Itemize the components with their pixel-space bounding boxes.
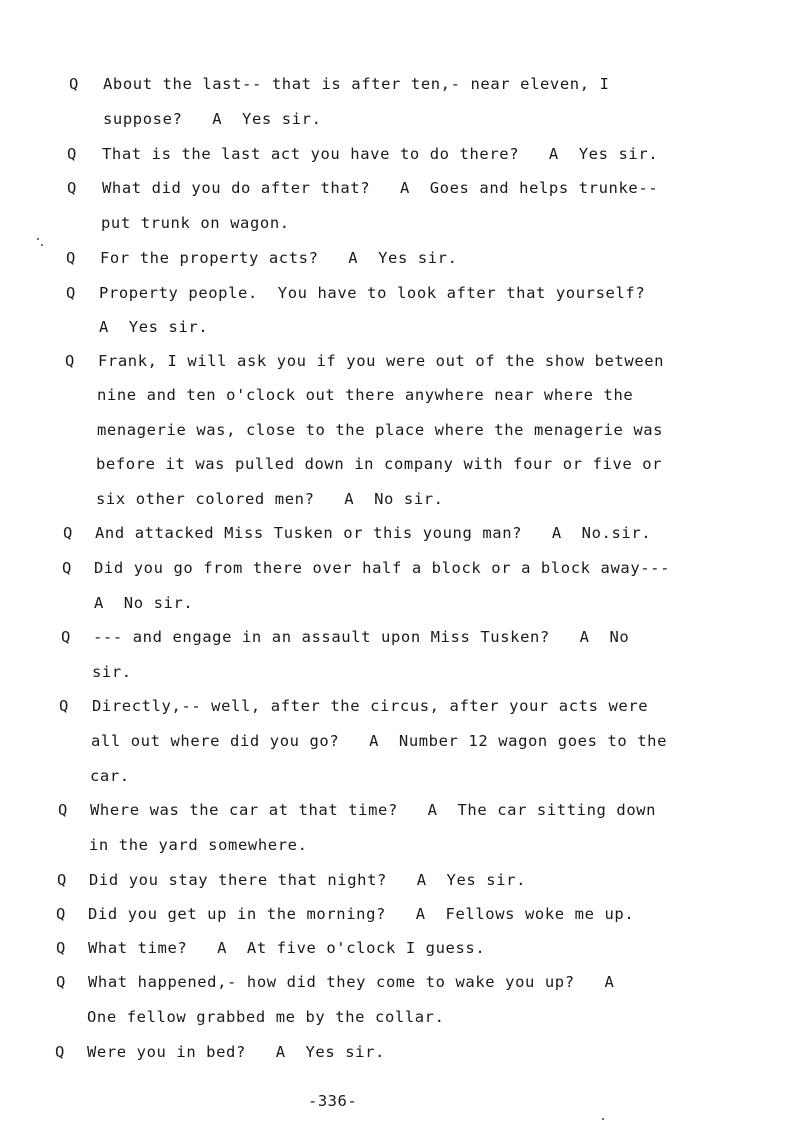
question-marker: Q <box>62 559 72 577</box>
transcript-line: all out where did you go? A Number 12 wagon goes to the <box>91 732 668 750</box>
transcript-line: put trunk on wagon. <box>101 214 290 232</box>
transcript-line: What happened,- how did they come to wake you up? A <box>88 973 615 991</box>
transcript-line: For the property acts? A Yes sir. <box>100 249 458 267</box>
transcript-line: sir. <box>92 663 132 681</box>
transcript-line: A No sir. <box>94 594 194 612</box>
transcript-line: suppose? A Yes sir. <box>103 110 322 128</box>
transcript-line: And attacked Miss Tusken or this young man? A No.sir. <box>95 524 652 542</box>
question-marker: Q <box>65 352 75 370</box>
transcript-line: car. <box>90 767 130 785</box>
transcript-line: Were you in bed? A Yes sir. <box>87 1043 385 1061</box>
transcript-line: Frank, I will ask you if you were out of the show between <box>98 352 665 370</box>
transcript-line: --- and engage in an assault upon Miss Tusken? A No <box>93 628 630 646</box>
transcript-line: What did you do after that? A Goes and helps trunke-- <box>102 179 659 197</box>
question-marker: Q <box>59 697 69 715</box>
transcript-line: Did you get up in the morning? A Fellows woke me up. <box>88 905 635 923</box>
scan-speck <box>41 244 43 246</box>
question-marker: Q <box>58 801 68 819</box>
question-marker: Q <box>55 1043 65 1061</box>
question-marker: Q <box>56 973 66 991</box>
question-marker: Q <box>67 145 77 163</box>
transcript-line: Did you stay there that night? A Yes sir. <box>89 871 526 889</box>
transcript-line: before it was pulled down in company with four or five or <box>96 455 663 473</box>
transcript-line: One fellow grabbed me by the collar. <box>87 1008 445 1026</box>
transcript-line: Where was the car at that time? A The car sitting down <box>90 801 657 819</box>
question-marker: Q <box>69 75 79 93</box>
question-marker: Q <box>67 179 77 197</box>
question-marker: Q <box>56 905 66 923</box>
transcript-line: About the last-- that is after ten,- near eleven, I <box>103 75 610 93</box>
transcript-line: in the yard somewhere. <box>89 836 308 854</box>
transcript-line: nine and ten o'clock out there anywhere near where the <box>97 386 634 404</box>
question-marker: Q <box>66 249 76 267</box>
scan-speck <box>37 238 39 240</box>
question-marker: Q <box>57 871 67 889</box>
transcript-line: A Yes sir. <box>99 318 209 336</box>
transcript-line: six other colored men? A No sir. <box>96 490 444 508</box>
transcript-line: That is the last act you have to do there? A Yes sir. <box>102 145 659 163</box>
question-marker: Q <box>56 939 66 957</box>
scan-speck <box>602 1118 604 1120</box>
transcript-line: Directly,-- well, after the circus, after your acts were <box>92 697 649 715</box>
question-marker: Q <box>66 284 76 302</box>
transcript-line: What time? A At five o'clock I guess. <box>88 939 486 957</box>
transcript-line: menagerie was, close to the place where the menagerie was <box>97 421 664 439</box>
transcript-line: Property people. You have to look after that yourself? <box>99 284 646 302</box>
page-number: -336- <box>308 1092 358 1110</box>
question-marker: Q <box>61 628 71 646</box>
question-marker: Q <box>63 524 73 542</box>
transcript-line: Did you go from there over half a block or a block away--- <box>94 559 671 577</box>
